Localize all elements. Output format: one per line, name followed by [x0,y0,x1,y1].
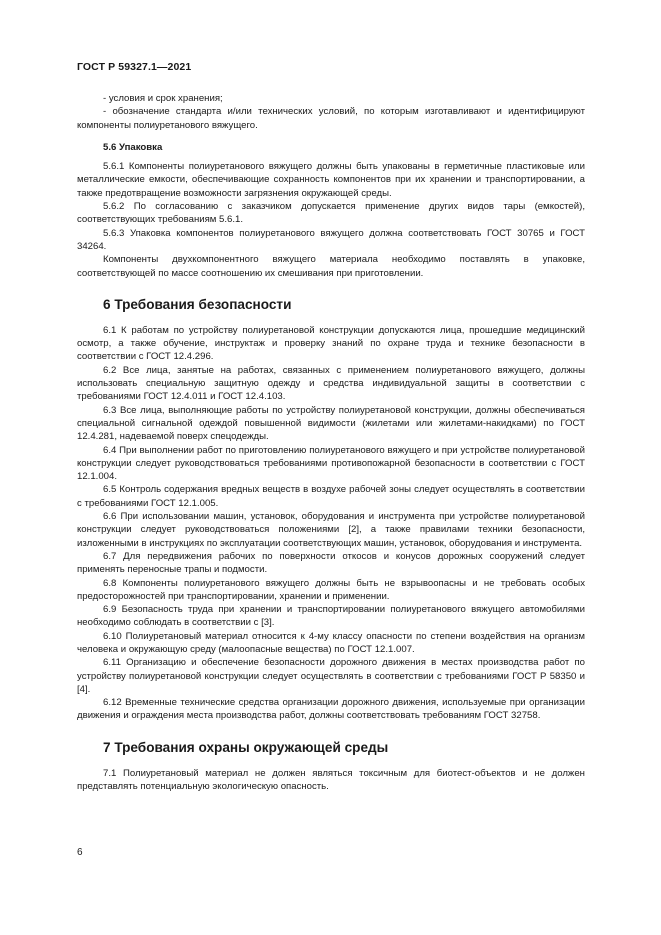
page-number: 6 [77,847,83,858]
section-5-6-title: 5.6 Упаковка [103,141,163,153]
paragraph-5-6-2: 5.6.2 По согласованию с заказчиком допускается применение других видов тары (емкостей), соответствующих требованиям 5.6.1. [77,201,585,226]
paragraph-5-6-1: 5.6.1 Компоненты полиуретанового вяжущего должны быть упакованы в герметичные пластиковые или металлические емкости, обеспечивающие сохранность компонентов при их хранении и транспортировании, а также предотвращение возможности загрязнения окружающей среды. [77,161,585,199]
document-body [77,92,585,793]
paragraph-5-6-3: 5.6.3 Упаковка компонентов полиуретанового вяжущего должна соответствовать ГОСТ 30765 и ГОСТ 34264. [77,227,585,252]
paragraph-6-4: 6.4 При выполнении работ по приготовлению полиуретанового вяжущего и при устройстве полиуретановой конструкции следует руководствоваться требованиями противопожарной безопасности в соответствии с ГОСТ 12.1.004. [77,444,585,483]
paragraph-6-6: 6.6 При использовании машин, установок, оборудования и инструмента при устройстве полиуретановой конструкции следует руководствоваться положениями [2], а также правилами техники безопасности, изложенными в инструкциях по эксплуатации соответствующих машин, установок, оборудования и инструмента. [77,511,585,549]
paragraph-5-6-note: Компоненты двухкомпонентного вяжущего материала необходимо поставлять в упаковке, соответствующей по массе соотношению их смешивания при приготовлении. [77,254,585,279]
paragraph-6-2: 6.2 Все лица, занятые на работах, связанных с применением полиуретанового вяжущего, должны использовать специальную защитную одежду и средства индивидуальной защиты в соответствии с требованиями ГОСТ 12.4.011 и ГОСТ 12.4.103. [77,364,585,403]
paragraph-6-11: 6.11 Организацию и обеспечение безопасности дорожного движения в местах производства работ по устройству полиуретановой конструкции следует осуществлять в соответствии с требованиями ГОСТ Р 58350 и [4]. [77,657,585,695]
paragraph-6-9: 6.9 Безопасность труда при хранении и транспортировании полиуретанового вяжущего автомобилями необходимо соблюдать в соответствии с [3]. [77,604,585,629]
paragraph-6-5: 6.5 Контроль содержания вредных веществ в воздухе рабочей зоны следует осуществлять в соответствии с требованиями ГОСТ 12.1.005. [77,484,585,509]
paragraph-7-1: 7.1 Полиуретановый материал не должен являться токсичным для биотест-объектов и не должен представлять потенциальную экологическую опасность. [77,767,585,793]
paragraph-6-7: 6.7 Для передвижения рабочих по поверхности откосов и конусов дорожных сооружений следует применять переносные трапы и подмости. [77,550,585,576]
list-item-storage: - условия и срок хранения; [103,93,223,104]
section-6-title: 6 Требования безопасности [103,296,292,312]
paragraph-6-1: 6.1 К работам по устройству полиуретановой конструкции допускаются лица, прошедшие медицинский осмотр, а также обучение, инструктаж и проверку знаний по охране труда и технике безопасности в соответствии с ГОСТ 12.4.296. [77,324,585,363]
paragraph-6-10: 6.10 Полиуретановый материал относится к 4-му классу опасности по степени воздействия на организм человека и окружающую среду (малоопасные вещества) по ГОСТ 12.1.007. [77,630,585,655]
section-7-title: 7 Требования охраны окружающей среды [103,739,389,755]
paragraph-6-3: 6.3 Все лица, выполняющие работы по устройству полиуретановой конструкции, должны обеспечиваться специальной сигнальной одеждой повышенной видимости (жилетами или жилетами-накидками) по ГОСТ 12.4.281, надеваемой поверх спецодежды. [77,404,585,443]
document-header: ГОСТ Р 59327.1—2021 [77,61,192,73]
paragraph-6-8: 6.8 Компоненты полиуретанового вяжущего должны быть не взрывоопасны и не требовать особых предосторожностей при транспортировании, хранении и применении. [77,577,585,602]
list-item-standard: - обозначение стандарта и/или технических условий, по которым изготавливают и идентифицируют компоненты полиуретанового вяжущего. [77,106,585,131]
paragraph-6-12: 6.12 Временные технические средства организации дорожного движения, используемые при организации движения и ограждения места производства работ, должны соответствовать требованиям ГОСТ 32758. [77,697,585,722]
